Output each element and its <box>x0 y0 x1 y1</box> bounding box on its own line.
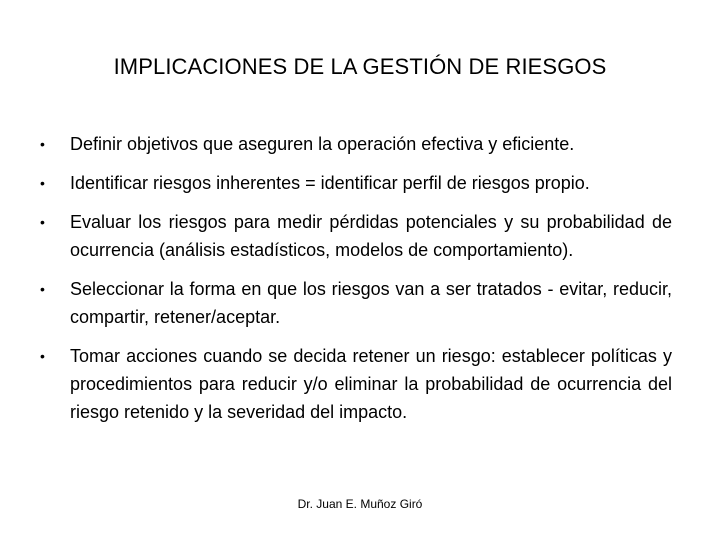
bullet-item <box>40 208 672 264</box>
slide-footer-author: Dr. Juan E. Muñoz Giró <box>297 497 423 511</box>
bullet-item <box>40 275 672 331</box>
bullet-list <box>40 130 672 437</box>
bullet-icon: • <box>40 136 45 152</box>
bullet-item <box>40 342 672 426</box>
bullet-icon: • <box>40 175 45 191</box>
bullet-icon: • <box>40 214 45 230</box>
bullet-item <box>40 130 672 158</box>
bullet-icon: • <box>40 281 45 297</box>
bullet-text: Tomar acciones cuando se decida retener un riesgo: establecer políticas y procedimientos para reducir y/o eliminar la probabilidad de ocurrencia del riesgo retenido y la severidad del impacto. <box>70 346 672 422</box>
bullet-text: Evaluar los riesgos para medir pérdidas potenciales y su probabilidad de ocurrencia (análisis estadísticos, modelos de comportamiento). <box>70 212 672 260</box>
bullet-icon: • <box>40 348 45 364</box>
slide-title: IMPLICACIONES DE LA GESTIÓN DE RIESGOS <box>113 54 607 79</box>
bullet-item <box>40 169 672 197</box>
bullet-text: Identificar riesgos inherentes = identificar perfil de riesgos propio. <box>70 173 590 193</box>
bullet-text: Definir objetivos que aseguren la operación efectiva y eficiente. <box>70 134 575 154</box>
bullet-text: Seleccionar la forma en que los riesgos van a ser tratados - evitar, reducir, compartir, retener/aceptar. <box>70 279 672 327</box>
